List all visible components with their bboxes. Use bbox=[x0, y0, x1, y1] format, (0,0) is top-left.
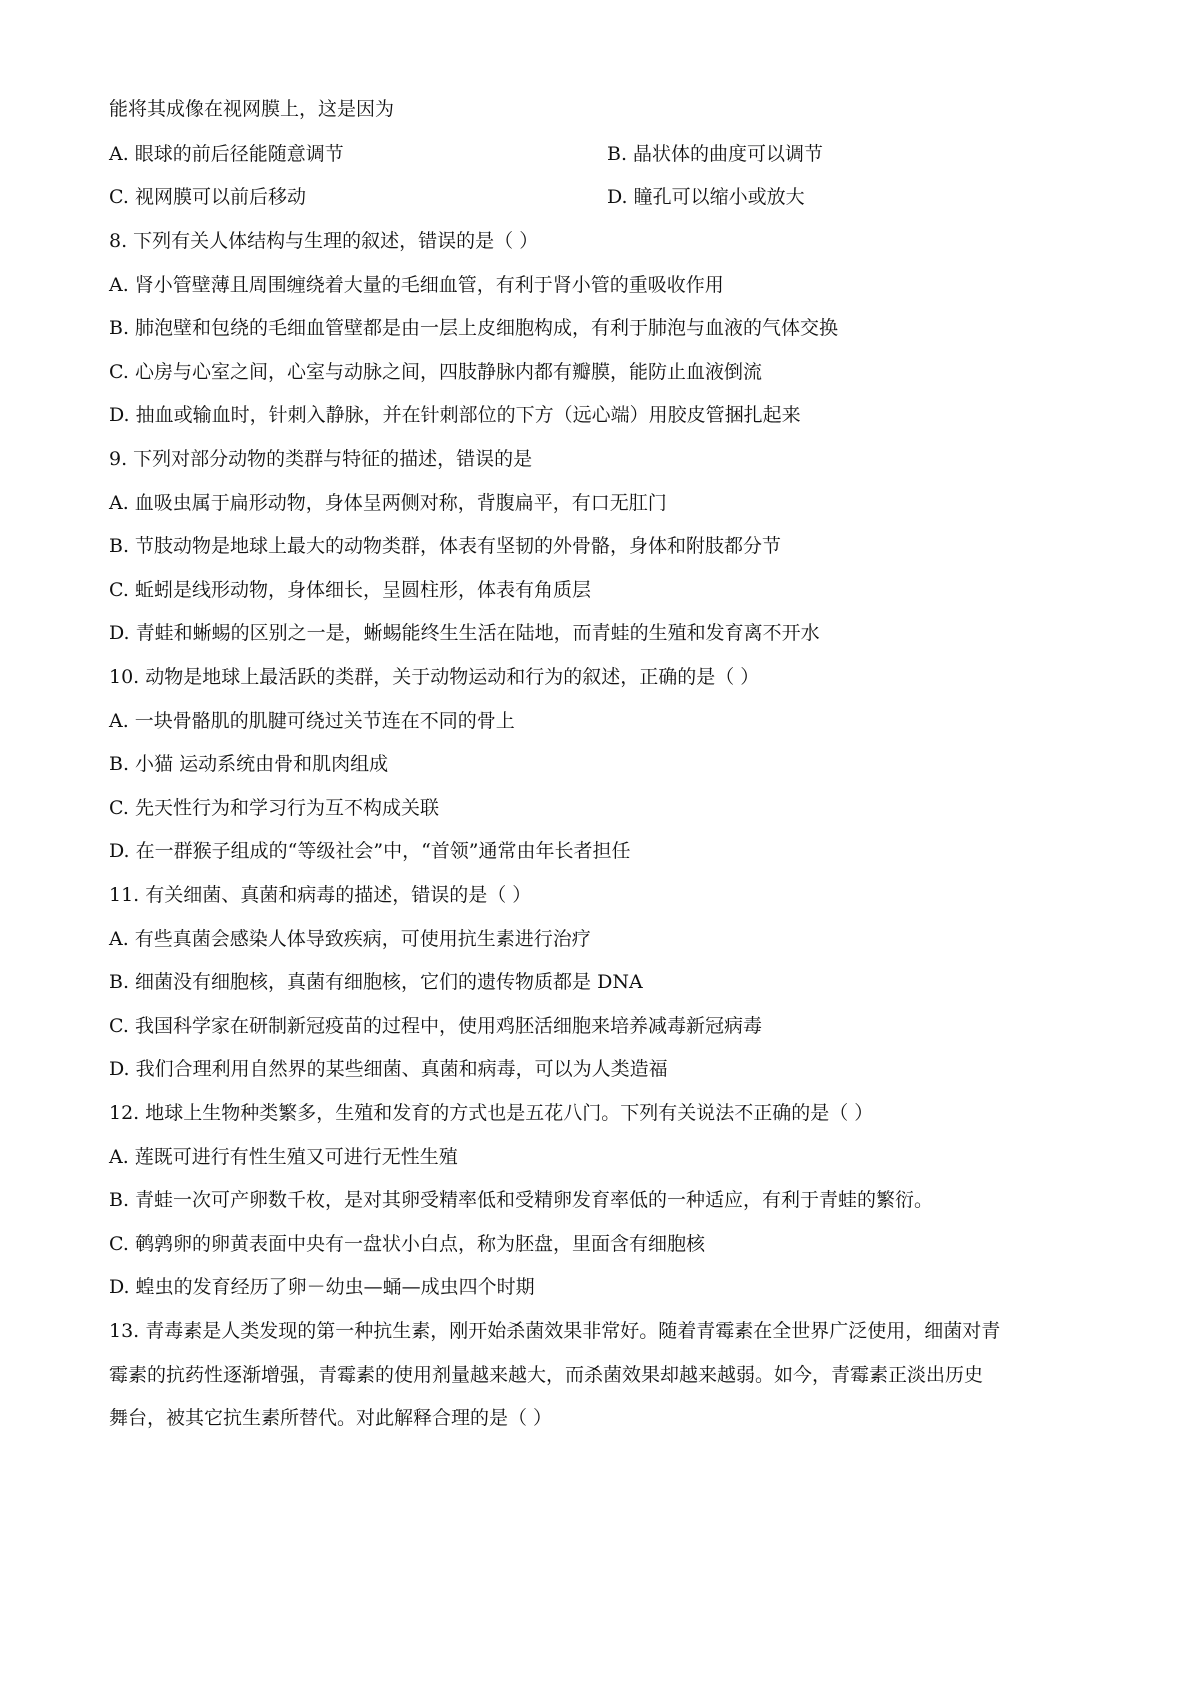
q11-option-b: B. 细菌没有细胞核，真菌有细胞核，它们的遗传物质都是 DNA bbox=[109, 971, 643, 993]
question-9: 9. 下列对部分动物的类群与特征的描述，错误的是 bbox=[109, 448, 533, 470]
q9-option-b: B. 节肢动物是地球上最大的动物类群，体表有坚韧的外骨骼，身体和附肢都分节 bbox=[109, 535, 782, 557]
question-13-line-2: 霉素的抗药性逐渐增强，青霉素的使用剂量越来越大，而杀菌效果却越来越弱。如今，青霉素正淡出历史 bbox=[109, 1364, 984, 1386]
q7-option-b: B. 晶状体的曲度可以调节 bbox=[607, 143, 824, 165]
q8-option-a: A. 肾小管壁薄且周围缠绕着大量的毛细血管，有利于肾小管的重吸收作用 bbox=[109, 274, 724, 296]
question-12: 12. 地球上生物种类繁多，生殖和发育的方式也是五花八门。下列有关说法不正确的是（ ） bbox=[109, 1102, 874, 1124]
q12-option-d: D. 蝗虫的发育经历了卵－幼虫—蛹—成虫四个时期 bbox=[109, 1276, 535, 1298]
question-13-line-1: 13. 青毒素是人类发现的第一种抗生素，刚开始杀菌效果非常好。随着青霉素在全世界广泛使用，细菌对青 bbox=[109, 1320, 1001, 1342]
q12-option-c: C. 鹌鹑卵的卵黄表面中央有一盘状小白点，称为胚盘，里面含有细胞核 bbox=[109, 1233, 705, 1255]
q10-option-b: B. 小猫 运动系统由骨和肌肉组成 bbox=[109, 753, 389, 775]
q7-option-d: D. 瞳孔可以缩小或放大 bbox=[607, 186, 805, 208]
q10-option-d: D. 在一群猴子组成的“等级社会”中，“首领”通常由年长者担任 bbox=[109, 840, 631, 862]
q7-option-c: C. 视网膜可以前后移动 bbox=[109, 186, 306, 208]
q11-option-d: D. 我们合理利用自然界的某些细菌、真菌和病毒，可以为人类造福 bbox=[109, 1058, 668, 1080]
question-7-stem-continuation: 能将其成像在视网膜上，这是因为 bbox=[109, 98, 395, 120]
q12-option-a: A. 莲既可进行有性生殖又可进行无性生殖 bbox=[109, 1146, 458, 1168]
question-13-line-3: 舞台，被其它抗生素所替代。对此解释合理的是（ ） bbox=[109, 1407, 553, 1429]
question-8: 8. 下列有关人体结构与生理的叙述，错误的是（ ） bbox=[109, 230, 539, 252]
question-10: 10. 动物是地球上最活跃的类群，关于动物运动和行为的叙述，正确的是（ ） bbox=[109, 666, 760, 688]
q7-option-a: A. 眼球的前后径能随意调节 bbox=[109, 143, 344, 165]
q11-option-c: C. 我国科学家在研制新冠疫苗的过程中，使用鸡胚活细胞来培养减毒新冠病毒 bbox=[109, 1015, 762, 1037]
q9-option-d: D. 青蛙和蜥蜴的区别之一是，蜥蜴能终生生活在陆地，而青蛙的生殖和发育离不开水 bbox=[109, 622, 820, 644]
question-11: 11. 有关细菌、真菌和病毒的描述，错误的是（ ） bbox=[109, 884, 532, 906]
q10-option-a: A. 一块骨骼肌的肌腱可绕过关节连在不同的骨上 bbox=[109, 710, 515, 732]
q11-option-a: A. 有些真菌会感染人体导致疾病，可使用抗生素进行治疗 bbox=[109, 928, 591, 950]
q9-option-c: C. 蚯蚓是线形动物，身体细长，呈圆柱形，体表有角质层 bbox=[109, 579, 591, 601]
q8-option-b: B. 肺泡壁和包绕的毛细血管壁都是由一层上皮细胞构成，有利于肺泡与血液的气体交换 bbox=[109, 317, 839, 339]
q12-option-b: B. 青蛙一次可产卵数千枚，是对其卵受精率低和受精卵发育率低的一种适应，有利于青蛙的繁衍。 bbox=[109, 1189, 934, 1211]
q8-option-d: D. 抽血或输血时，针刺入静脉，并在针刺部位的下方（远心端）用胶皮管捆扎起来 bbox=[109, 404, 801, 426]
q10-option-c: C. 先天性行为和学习行为互不构成关联 bbox=[109, 797, 439, 819]
q8-option-c: C. 心房与心室之间，心室与动脉之间，四肢静脉内都有瓣膜，能防止血液倒流 bbox=[109, 361, 762, 383]
q9-option-a: A. 血吸虫属于扁形动物，身体呈两侧对称，背腹扁平，有口无肛门 bbox=[109, 492, 667, 514]
